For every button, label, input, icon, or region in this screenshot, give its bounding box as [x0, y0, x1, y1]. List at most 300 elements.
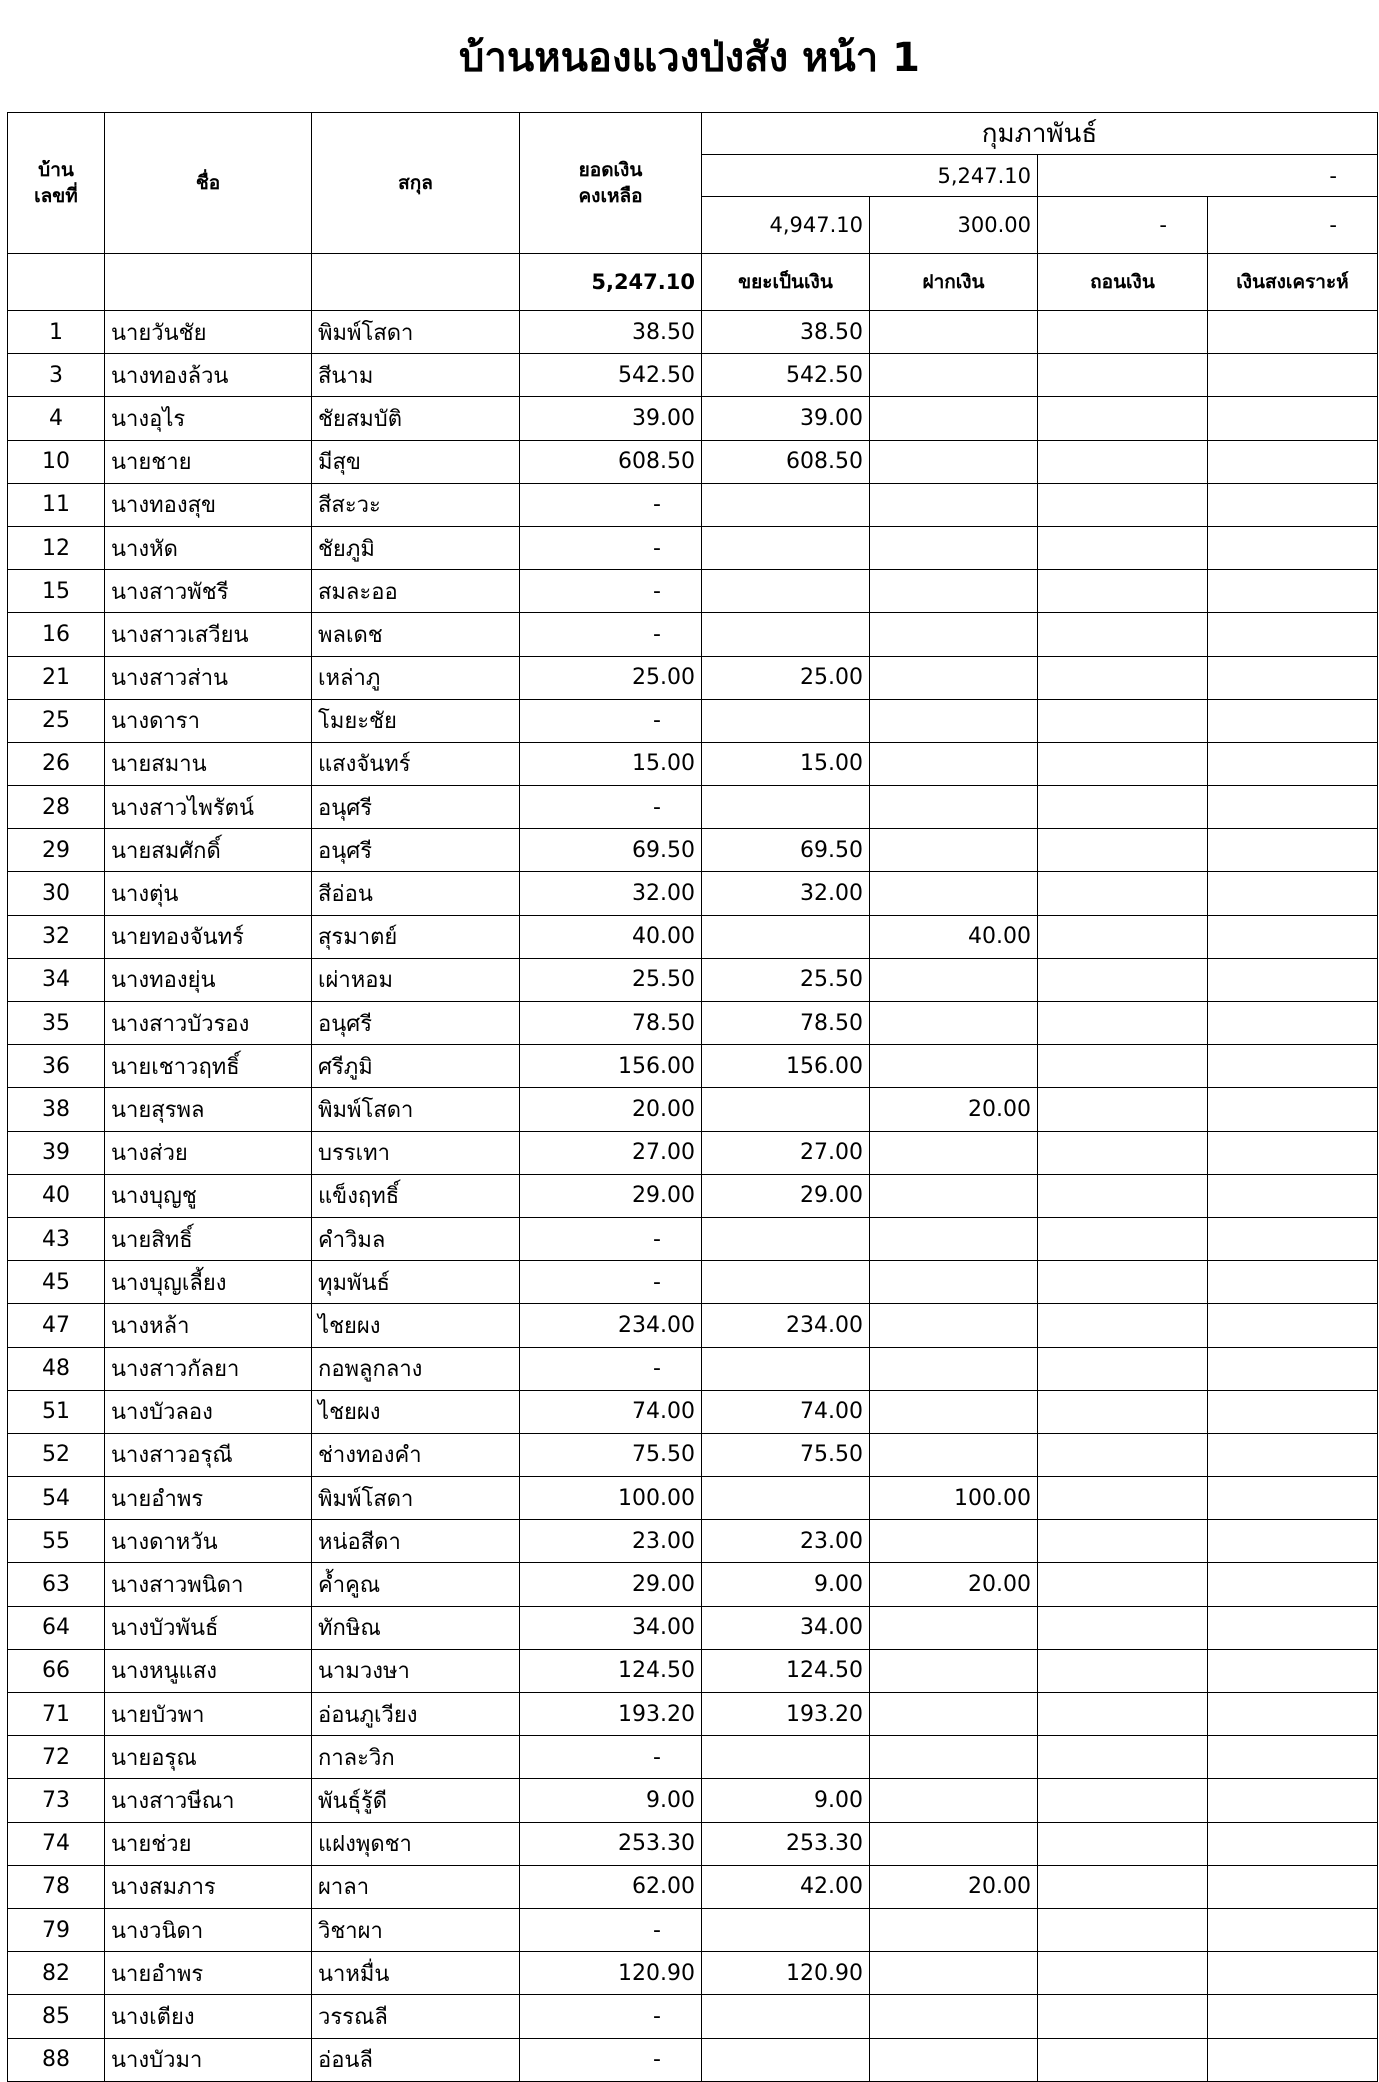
cell-waste: 542.50 — [702, 354, 870, 397]
cell-balance: 234.00 — [520, 1304, 702, 1347]
cell-welfare — [1208, 1390, 1378, 1433]
cell-welfare — [1208, 699, 1378, 742]
cell-house-no: 48 — [8, 1347, 105, 1390]
cell-name: นายชาย — [105, 440, 312, 483]
header-month-total: 5,247.10 — [702, 155, 1038, 197]
cell-balance: 40.00 — [520, 915, 702, 958]
cell-balance: 253.30 — [520, 1822, 702, 1865]
cell-name: นางวนิดา — [105, 1908, 312, 1951]
cell-welfare — [1208, 397, 1378, 440]
cell-welfare — [1208, 915, 1378, 958]
cell-balance: - — [520, 1995, 702, 2038]
table-row — [8, 2038, 1378, 2081]
cell-name: นายทองจันทร์ — [105, 915, 312, 958]
cell-surname: อนุศรี — [312, 829, 520, 872]
cell-house-no: 12 — [8, 526, 105, 569]
cell-name: นางสาวษีณา — [105, 1779, 312, 1822]
cell-surname: พันธุ์รู้ดี — [312, 1779, 520, 1822]
cell-surname: มีสุข — [312, 440, 520, 483]
cell-waste: 29.00 — [702, 1174, 870, 1217]
cell-welfare — [1208, 1952, 1378, 1995]
cell-waste — [702, 613, 870, 656]
cell-balance: 193.20 — [520, 1693, 702, 1736]
cell-waste: 15.00 — [702, 742, 870, 785]
cell-withdraw — [1038, 1174, 1208, 1217]
header-house-no-line1: บ้าน — [38, 159, 74, 181]
cell-balance: 34.00 — [520, 1606, 702, 1649]
cell-waste: 69.50 — [702, 829, 870, 872]
cell-deposit — [870, 526, 1038, 569]
cell-deposit — [870, 1002, 1038, 1045]
cell-withdraw — [1038, 1390, 1208, 1433]
header-balance-line1: ยอดเงิน — [578, 159, 643, 181]
cell-waste: 74.00 — [702, 1390, 870, 1433]
header-surname: สกุล — [312, 113, 520, 254]
cell-name: นางทองสุข — [105, 483, 312, 526]
cell-waste — [702, 1217, 870, 1260]
cell-balance: 156.00 — [520, 1045, 702, 1088]
cell-welfare — [1208, 1649, 1378, 1692]
cell-withdraw — [1038, 1822, 1208, 1865]
cell-name: นายช่วย — [105, 1822, 312, 1865]
cell-surname: ชัยภูมิ — [312, 526, 520, 569]
cell-deposit — [870, 2038, 1038, 2081]
cell-surname: เหล่าภู — [312, 656, 520, 699]
cell-house-no: 52 — [8, 1433, 105, 1476]
cell-name: นางดาหวัน — [105, 1520, 312, 1563]
cell-deposit: 100.00 — [870, 1477, 1038, 1520]
cell-house-no: 25 — [8, 699, 105, 742]
cell-welfare — [1208, 1045, 1378, 1088]
cell-waste — [702, 1088, 870, 1131]
cell-name: นางตุ่น — [105, 872, 312, 915]
cell-welfare — [1208, 1174, 1378, 1217]
cell-waste — [702, 699, 870, 742]
cell-balance: - — [520, 483, 702, 526]
cell-house-no: 72 — [8, 1736, 105, 1779]
cell-deposit — [870, 829, 1038, 872]
table-row — [8, 1045, 1378, 1088]
cell-surname: อ่อนภูเวียง — [312, 1693, 520, 1736]
header-balance-line2: คงเหลือ — [578, 185, 643, 207]
table-row — [8, 915, 1378, 958]
cell-balance: 542.50 — [520, 354, 702, 397]
cell-balance: 20.00 — [520, 1088, 702, 1131]
cell-surname: พิมพ์โสดา — [312, 311, 520, 354]
cell-withdraw — [1038, 483, 1208, 526]
table-row — [8, 1390, 1378, 1433]
header-col-welfare: เงินสงเคราะห์ — [1208, 254, 1378, 311]
cell-waste — [702, 483, 870, 526]
cell-surname: สีสะวะ — [312, 483, 520, 526]
cell-house-no: 3 — [8, 354, 105, 397]
cell-name: นายเชาวฤทธิ์ — [105, 1045, 312, 1088]
table-row — [8, 440, 1378, 483]
cell-waste — [702, 526, 870, 569]
cell-name: นายวันชัย — [105, 311, 312, 354]
cell-name: นางสาวพนิดา — [105, 1563, 312, 1606]
cell-withdraw — [1038, 1563, 1208, 1606]
header-col-deposit: ฝากเงิน — [870, 254, 1038, 311]
cell-withdraw — [1038, 397, 1208, 440]
cell-balance: 25.50 — [520, 958, 702, 1001]
cell-waste — [702, 2038, 870, 2081]
cell-withdraw — [1038, 656, 1208, 699]
cell-waste: 75.50 — [702, 1433, 870, 1476]
cell-surname: กาละวิก — [312, 1736, 520, 1779]
cell-welfare — [1208, 786, 1378, 829]
header-spacer-house — [8, 254, 105, 311]
cell-name: นายสมศักดิ์ — [105, 829, 312, 872]
cell-name: นางสาวเสวียน — [105, 613, 312, 656]
cell-waste: 78.50 — [702, 1002, 870, 1045]
cell-name: นางหล้า — [105, 1304, 312, 1347]
cell-deposit: 20.00 — [870, 1865, 1038, 1908]
cell-house-no: 64 — [8, 1606, 105, 1649]
table-row — [8, 613, 1378, 656]
cell-balance: 124.50 — [520, 1649, 702, 1692]
cell-house-no: 73 — [8, 1779, 105, 1822]
cell-surname: โมยะชัย — [312, 699, 520, 742]
cell-balance: - — [520, 613, 702, 656]
cell-welfare — [1208, 1563, 1378, 1606]
cell-surname: ผาลา — [312, 1865, 520, 1908]
cell-waste — [702, 1995, 870, 2038]
cell-welfare — [1208, 1347, 1378, 1390]
cell-surname: อนุศรี — [312, 1002, 520, 1045]
cell-balance: - — [520, 1347, 702, 1390]
cell-house-no: 66 — [8, 1649, 105, 1692]
cell-deposit — [870, 742, 1038, 785]
cell-withdraw — [1038, 1649, 1208, 1692]
cell-balance: 32.00 — [520, 872, 702, 915]
cell-surname: บรรเทา — [312, 1131, 520, 1174]
cell-withdraw — [1038, 1261, 1208, 1304]
header-spacer-surname — [312, 254, 520, 311]
cell-surname: พิมพ์โสดา — [312, 1477, 520, 1520]
cell-house-no: 43 — [8, 1217, 105, 1260]
cell-balance: - — [520, 1908, 702, 1951]
cell-waste: 193.20 — [702, 1693, 870, 1736]
cell-house-no: 30 — [8, 872, 105, 915]
cell-house-no: 71 — [8, 1693, 105, 1736]
cell-surname: ช่างทองคำ — [312, 1433, 520, 1476]
cell-deposit — [870, 483, 1038, 526]
cell-withdraw — [1038, 1693, 1208, 1736]
cell-house-no: 35 — [8, 1002, 105, 1045]
cell-house-no: 38 — [8, 1088, 105, 1131]
cell-deposit — [870, 1995, 1038, 2038]
cell-deposit — [870, 786, 1038, 829]
cell-welfare — [1208, 1088, 1378, 1131]
cell-balance: 120.90 — [520, 1952, 702, 1995]
cell-name: นางทองล้วน — [105, 354, 312, 397]
cell-name: นางบัวลอง — [105, 1390, 312, 1433]
cell-surname: กอพลูกลาง — [312, 1347, 520, 1390]
header-balance — [520, 113, 702, 254]
cell-house-no: 54 — [8, 1477, 105, 1520]
table-row — [8, 1477, 1378, 1520]
cell-deposit — [870, 1908, 1038, 1951]
cell-deposit — [870, 311, 1038, 354]
header-month-total-right: - — [1038, 155, 1378, 197]
cell-name: นางส่วย — [105, 1131, 312, 1174]
cell-surname: ศรีภูมิ — [312, 1045, 520, 1088]
cell-deposit — [870, 1649, 1038, 1692]
table-row — [8, 1174, 1378, 1217]
cell-house-no: 88 — [8, 2038, 105, 2081]
cell-name: นางหนูแสง — [105, 1649, 312, 1692]
table-row — [8, 1520, 1378, 1563]
cell-deposit: 20.00 — [870, 1563, 1038, 1606]
header-name: ชื่อ — [105, 113, 312, 254]
cell-balance: - — [520, 786, 702, 829]
cell-deposit — [870, 1217, 1038, 1260]
cell-deposit — [870, 1693, 1038, 1736]
cell-deposit — [870, 656, 1038, 699]
cell-welfare — [1208, 872, 1378, 915]
cell-name: นางสาวบัวรอง — [105, 1002, 312, 1045]
cell-name: นายสิทธิ์ — [105, 1217, 312, 1260]
cell-welfare — [1208, 526, 1378, 569]
cell-house-no: 55 — [8, 1520, 105, 1563]
cell-welfare — [1208, 1995, 1378, 2038]
cell-waste: 234.00 — [702, 1304, 870, 1347]
cell-name: นางสาวไพรัตน์ — [105, 786, 312, 829]
cell-surname: พลเดช — [312, 613, 520, 656]
header-sub-welfare: - — [1208, 197, 1378, 254]
table-row — [8, 786, 1378, 829]
cell-name: นางอุไร — [105, 397, 312, 440]
table-row — [8, 1779, 1378, 1822]
cell-surname: แสงจันทร์ — [312, 742, 520, 785]
header-balance-total: 5,247.10 — [520, 254, 702, 311]
cell-surname: คำวิมล — [312, 1217, 520, 1260]
cell-withdraw — [1038, 829, 1208, 872]
cell-withdraw — [1038, 526, 1208, 569]
cell-waste: 9.00 — [702, 1779, 870, 1822]
cell-balance: 74.00 — [520, 1390, 702, 1433]
cell-house-no: 79 — [8, 1908, 105, 1951]
cell-withdraw — [1038, 440, 1208, 483]
table-row — [8, 699, 1378, 742]
cell-withdraw — [1038, 2038, 1208, 2081]
cell-balance: 69.50 — [520, 829, 702, 872]
cell-balance: 78.50 — [520, 1002, 702, 1045]
cell-name: นางหัด — [105, 526, 312, 569]
cell-withdraw — [1038, 1347, 1208, 1390]
cell-deposit — [870, 1261, 1038, 1304]
cell-name: นายอำพร — [105, 1477, 312, 1520]
cell-welfare — [1208, 1131, 1378, 1174]
cell-name: นายอำพร — [105, 1952, 312, 1995]
cell-waste: 25.00 — [702, 656, 870, 699]
table-row — [8, 1217, 1378, 1260]
cell-house-no: 47 — [8, 1304, 105, 1347]
table-row — [8, 397, 1378, 440]
cell-balance: 100.00 — [520, 1477, 702, 1520]
cell-withdraw — [1038, 958, 1208, 1001]
cell-welfare — [1208, 1606, 1378, 1649]
cell-name: นางสาวส่าน — [105, 656, 312, 699]
cell-balance: 29.00 — [520, 1174, 702, 1217]
cell-deposit — [870, 1304, 1038, 1347]
cell-waste: 253.30 — [702, 1822, 870, 1865]
cell-surname: นามวงษา — [312, 1649, 520, 1692]
table-row — [8, 656, 1378, 699]
cell-welfare — [1208, 1779, 1378, 1822]
cell-balance: 9.00 — [520, 1779, 702, 1822]
cell-house-no: 85 — [8, 1995, 105, 2038]
cell-deposit — [870, 1822, 1038, 1865]
header-house-no-line2: เลขที่ — [34, 185, 78, 207]
cell-deposit — [870, 1045, 1038, 1088]
table-row — [8, 483, 1378, 526]
cell-deposit — [870, 1779, 1038, 1822]
cell-withdraw — [1038, 872, 1208, 915]
cell-welfare — [1208, 1908, 1378, 1951]
table-row — [8, 1952, 1378, 1995]
cell-withdraw — [1038, 1779, 1208, 1822]
table-row — [8, 1995, 1378, 2038]
cell-surname: วิชาผา — [312, 1908, 520, 1951]
cell-withdraw — [1038, 1045, 1208, 1088]
cell-deposit: 40.00 — [870, 915, 1038, 958]
cell-welfare — [1208, 742, 1378, 785]
cell-welfare — [1208, 1002, 1378, 1045]
cell-deposit — [870, 1520, 1038, 1563]
table-row — [8, 1606, 1378, 1649]
table-row — [8, 1649, 1378, 1692]
cell-name: นางเตียง — [105, 1995, 312, 2038]
cell-deposit — [870, 1390, 1038, 1433]
cell-name: นายสมาน — [105, 742, 312, 785]
table-row — [8, 742, 1378, 785]
cell-welfare — [1208, 1693, 1378, 1736]
cell-house-no: 63 — [8, 1563, 105, 1606]
cell-waste: 608.50 — [702, 440, 870, 483]
cell-surname: แข็งฤทธิ์ — [312, 1174, 520, 1217]
table-row — [8, 1347, 1378, 1390]
cell-balance: 27.00 — [520, 1131, 702, 1174]
cell-deposit — [870, 1347, 1038, 1390]
cell-balance: - — [520, 570, 702, 613]
cell-balance: 15.00 — [520, 742, 702, 785]
table-row — [8, 1261, 1378, 1304]
cell-withdraw — [1038, 1952, 1208, 1995]
cell-withdraw — [1038, 1433, 1208, 1476]
cell-withdraw — [1038, 1131, 1208, 1174]
cell-surname: สุรมาตย์ — [312, 915, 520, 958]
table-row — [8, 1002, 1378, 1045]
cell-house-no: 39 — [8, 1131, 105, 1174]
cell-house-no: 16 — [8, 613, 105, 656]
cell-house-no: 45 — [8, 1261, 105, 1304]
cell-waste — [702, 915, 870, 958]
cell-name: นางทองยุ่น — [105, 958, 312, 1001]
cell-house-no: 28 — [8, 786, 105, 829]
cell-deposit — [870, 1952, 1038, 1995]
cell-name: นางบัวมา — [105, 2038, 312, 2081]
table-row — [8, 958, 1378, 1001]
cell-house-no: 32 — [8, 915, 105, 958]
cell-surname: ชัยสมบัติ — [312, 397, 520, 440]
header-sub-deposit: 300.00 — [870, 197, 1038, 254]
cell-waste: 32.00 — [702, 872, 870, 915]
cell-balance: - — [520, 1736, 702, 1779]
table-row — [8, 1908, 1378, 1951]
table-row — [8, 1822, 1378, 1865]
cell-welfare — [1208, 1477, 1378, 1520]
cell-welfare — [1208, 613, 1378, 656]
cell-house-no: 1 — [8, 311, 105, 354]
cell-house-no: 51 — [8, 1390, 105, 1433]
cell-withdraw — [1038, 1865, 1208, 1908]
cell-house-no: 11 — [8, 483, 105, 526]
cell-welfare — [1208, 1736, 1378, 1779]
cell-balance: 23.00 — [520, 1520, 702, 1563]
cell-waste: 34.00 — [702, 1606, 870, 1649]
cell-name: นางดารา — [105, 699, 312, 742]
table-row — [8, 1563, 1378, 1606]
cell-withdraw — [1038, 1908, 1208, 1951]
cell-withdraw — [1038, 311, 1208, 354]
table-row — [8, 1304, 1378, 1347]
cell-welfare — [1208, 1261, 1378, 1304]
cell-surname: นาหมื่น — [312, 1952, 520, 1995]
cell-surname: หน่อสีดา — [312, 1520, 520, 1563]
cell-waste: 39.00 — [702, 397, 870, 440]
cell-name: นางสาวพัชรี — [105, 570, 312, 613]
cell-balance: 29.00 — [520, 1563, 702, 1606]
cell-deposit — [870, 1736, 1038, 1779]
cell-waste: 120.90 — [702, 1952, 870, 1995]
cell-waste — [702, 786, 870, 829]
cell-house-no: 40 — [8, 1174, 105, 1217]
cell-welfare — [1208, 570, 1378, 613]
cell-surname: ไชยผง — [312, 1390, 520, 1433]
table-row — [8, 1088, 1378, 1131]
cell-withdraw — [1038, 354, 1208, 397]
cell-balance: - — [520, 699, 702, 742]
cell-waste: 27.00 — [702, 1131, 870, 1174]
cell-deposit: 20.00 — [870, 1088, 1038, 1131]
cell-withdraw — [1038, 1520, 1208, 1563]
table-row — [8, 1865, 1378, 1908]
cell-welfare — [1208, 1433, 1378, 1476]
header-sub-waste: 4,947.10 — [702, 197, 870, 254]
cell-deposit — [870, 397, 1038, 440]
cell-withdraw — [1038, 742, 1208, 785]
table-row — [8, 354, 1378, 397]
table-row — [8, 1693, 1378, 1736]
table-row — [8, 872, 1378, 915]
table-row — [8, 1433, 1378, 1476]
cell-surname: อนุศรี — [312, 786, 520, 829]
cell-house-no: 82 — [8, 1952, 105, 1995]
cell-withdraw — [1038, 786, 1208, 829]
header-sub-withdraw: - — [1038, 197, 1208, 254]
cell-deposit — [870, 1174, 1038, 1217]
cell-welfare — [1208, 1520, 1378, 1563]
cell-waste — [702, 570, 870, 613]
cell-welfare — [1208, 2038, 1378, 2081]
cell-surname: ไชยผง — [312, 1304, 520, 1347]
cell-welfare — [1208, 829, 1378, 872]
cell-welfare — [1208, 1217, 1378, 1260]
cell-welfare — [1208, 1822, 1378, 1865]
cell-name: นางบุญเลี้ยง — [105, 1261, 312, 1304]
